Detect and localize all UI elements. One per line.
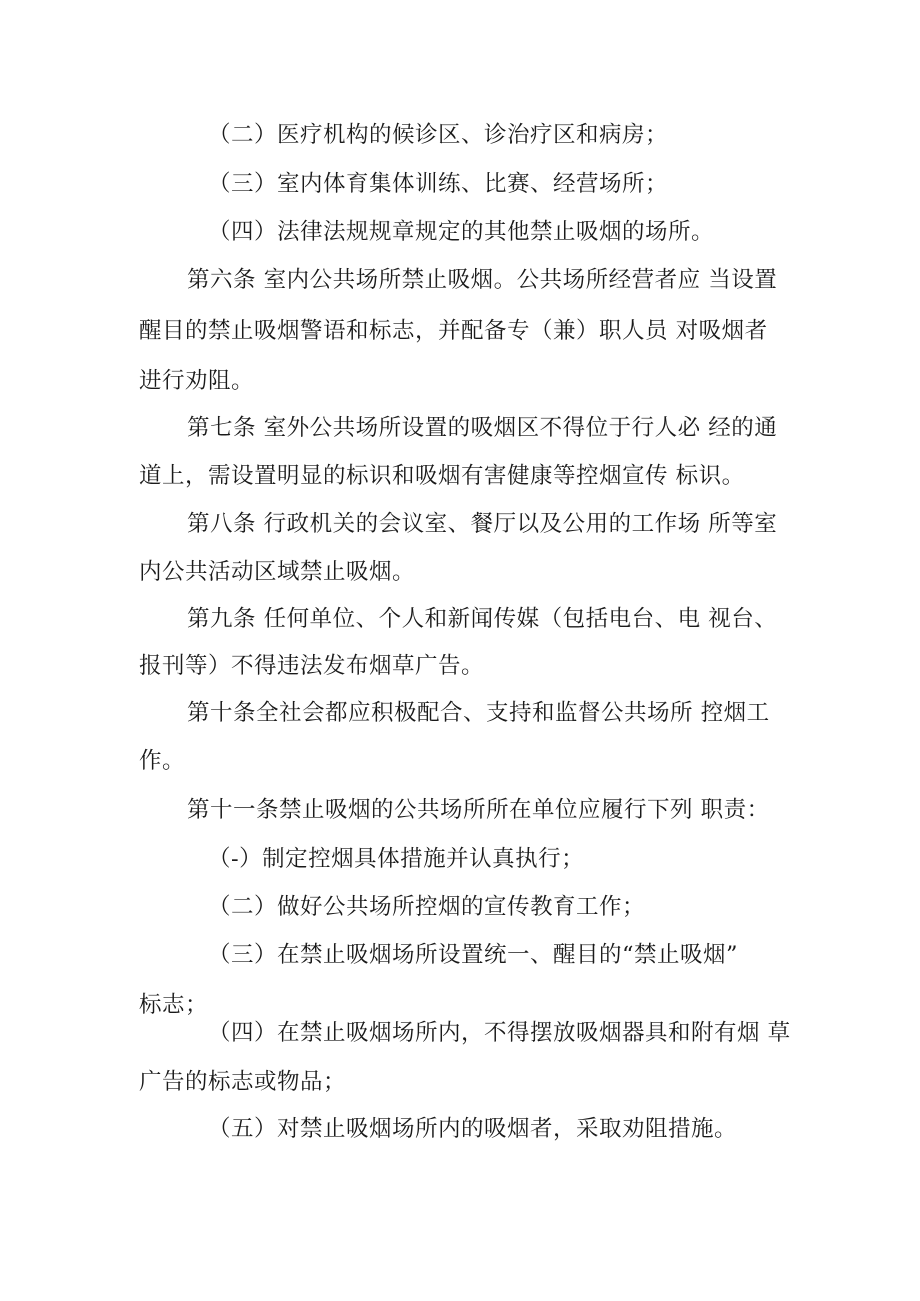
article-8-line-1: 第八条 行政机关的会议室、餐厅以及公用的工作场 所等室 bbox=[187, 511, 778, 537]
duty-item-2: （二）做好公共场所控烟的宣传教育工作； bbox=[208, 894, 646, 920]
article-9-line-2: 报刊等）不得违法发布烟草广告。 bbox=[139, 653, 485, 679]
list-item-4-other-places: （四）法律法规规章规定的其他禁止吸烟的场所。 bbox=[208, 219, 715, 245]
article-10-line-2: 作。 bbox=[139, 748, 186, 774]
list-item-2-waiting-areas: （二）医疗机构的候诊区、诊治疗区和病房； bbox=[208, 122, 669, 148]
article-7-line-2: 道上，需设置明显的标识和吸烟有害健康等控烟宣传 标识。 bbox=[139, 463, 745, 489]
duty-item-4-line-1: （四）在禁止吸烟场所内，不得摆放吸烟器具和附有烟 草 bbox=[208, 1020, 791, 1046]
duty-item-1: （-）制定控烟具体措施并认真执行； bbox=[208, 846, 585, 872]
article-11-heading: 第十一条禁止吸烟的公共场所所在单位应履行下列 职责： bbox=[187, 797, 770, 823]
duty-item-4-line-2: 广告的标志或物品； bbox=[139, 1069, 347, 1095]
article-7-line-1: 第七条 室外公共场所设置的吸烟区不得位于行人必 经的通 bbox=[187, 415, 778, 441]
duty-item-3-line-1: （三）在禁止吸烟场所设置统一、醒目的“禁止吸烟” bbox=[208, 942, 739, 968]
article-6-line-2: 醒目的禁止吸烟警语和标志，并配备专（兼）职人员 对吸烟者 bbox=[139, 318, 768, 344]
list-item-3-sports-venues: （三）室内体育集体训练、比赛、经营场所； bbox=[208, 171, 669, 197]
article-6-line-3: 进行劝阻。 bbox=[139, 368, 255, 394]
duty-item-5: （五）对禁止吸烟场所内的吸烟者，采取劝阻措施。 bbox=[208, 1116, 738, 1142]
article-10-line-1: 第十条全社会都应积极配合、支持和监督公共场所 控烟工 bbox=[187, 700, 770, 726]
duty-item-3-line-2: 标志； bbox=[139, 992, 209, 1018]
article-8-line-2: 内公共活动区域禁止吸烟。 bbox=[139, 559, 416, 585]
article-6-line-1: 第六条 室内公共场所禁止吸烟。公共场所经营者应 当设置 bbox=[187, 267, 778, 293]
article-9-line-1: 第九条 任何单位、个人和新闻传媒（包括电台、电 视台、 bbox=[187, 606, 778, 632]
